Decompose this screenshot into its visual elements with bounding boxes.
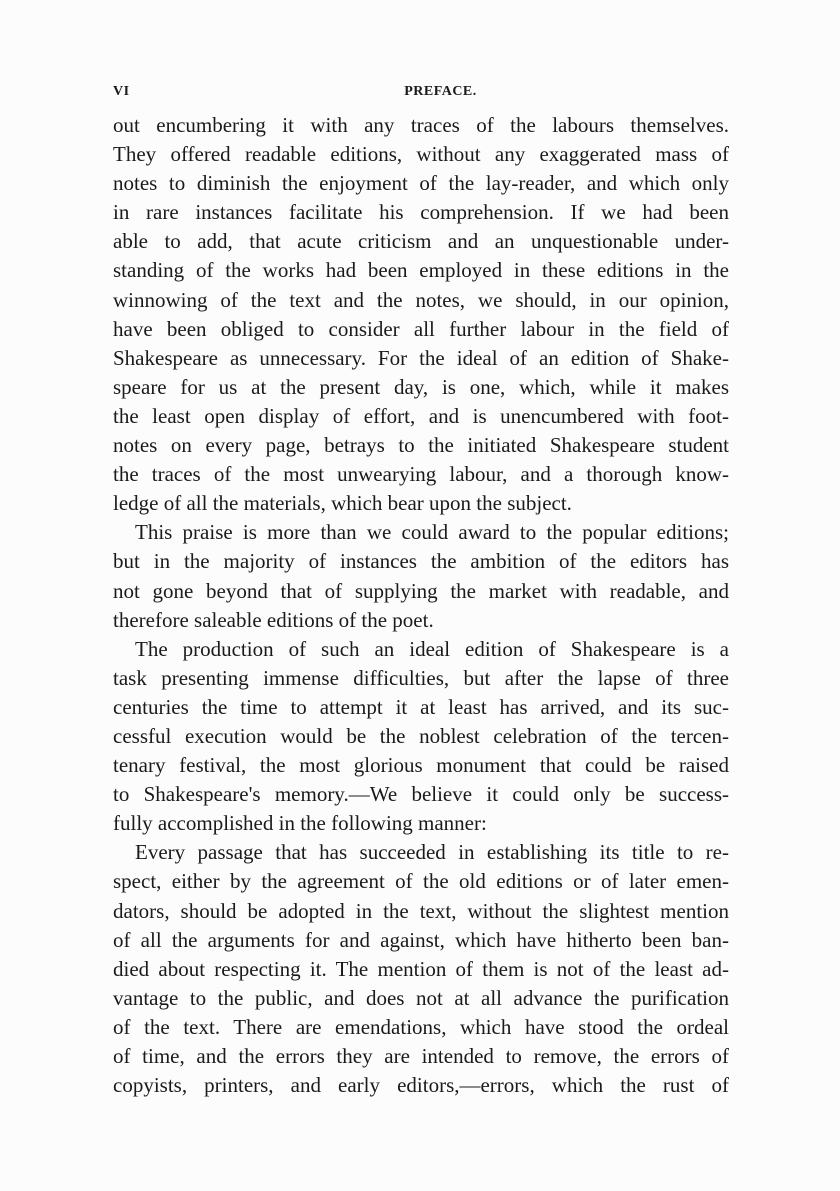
text-line: centuries the time to attempt it at least has arrived, and its suc- (113, 694, 729, 719)
body-text (113, 111, 729, 1100)
text-line: This praise is more than we could award to the popular editions; (135, 520, 729, 545)
text-line: speare for us at the present day, is one, which, while it makes (113, 374, 729, 399)
text-line: copyists, printers, and early editors,—errors, which the rust of (113, 1073, 729, 1098)
text-line: have been obliged to consider all further labour in the field of (113, 316, 729, 341)
text-line: to Shakespeare's memory.—We believe it could only be success- (113, 782, 729, 807)
text-line: They offered readable editions, without any exaggerated mass of (113, 142, 729, 167)
text-line: fully accomplished in the following manner: (113, 811, 487, 836)
running-title: PREFACE. (404, 84, 477, 99)
text-line: ledge of all the materials, which bear upon the subject. (113, 491, 572, 516)
text-line: but in the majority of instances the ambition of the editors has (113, 549, 729, 574)
text-line: of the text. There are emendations, which have stood the ordeal (113, 1014, 729, 1039)
text-line: task presenting immense difficulties, but after the lapse of three (113, 665, 729, 690)
text-line: Shakespeare as unnecessary. For the ideal of an edition of Shake- (113, 345, 729, 370)
text-line: Every passage that has succeeded in establishing its title to re- (135, 840, 729, 865)
text-line: the least open display of effort, and is unencumbered with foot- (113, 403, 729, 428)
text-line: standing of the works had been employed in these editions in the (113, 258, 729, 283)
text-line: cessful execution would be the noblest celebration of the tercen- (113, 723, 729, 748)
text-line: able to add, that acute criticism and an unquestionable under- (113, 229, 729, 254)
text-line: in rare instances facilitate his comprehension. If we had been (113, 200, 729, 225)
text-line: of all the arguments for and against, which have hitherto been ban- (113, 927, 729, 952)
text-line: vantage to the public, and does not at all advance the purification (113, 985, 729, 1010)
text-line: the traces of the most unwearying labour, and a thorough know- (113, 462, 729, 487)
text-line: therefore saleable editions of the poet. (113, 607, 434, 632)
text-line: notes on every page, betrays to the initiated Shakespeare student (113, 433, 729, 458)
text-line: out encumbering it with any traces of the labours themselves. (113, 113, 729, 137)
text-line: spect, either by the agreement of the old editions or of later emen- (113, 869, 729, 894)
text-line: of time, and the errors they are intended to remove, the errors of (113, 1044, 729, 1068)
text-line: died about respecting it. The mention of them is not of the least ad- (113, 956, 729, 981)
page-header (113, 84, 728, 108)
text-line: dators, should be adopted in the text, without the slightest mention (113, 898, 729, 923)
text-line: tenary festival, the most glorious monument that could be raised (113, 753, 729, 778)
page-number: VI (113, 84, 130, 99)
text-line: The production of such an ideal edition of Shakespeare is a (135, 636, 729, 661)
text-line: winnowing of the text and the notes, we should, in our opinion, (113, 287, 729, 312)
text-line: not gone beyond that of supplying the market with readable, and (113, 578, 729, 603)
text-line: notes to diminish the enjoyment of the lay-reader, and which only (113, 171, 729, 196)
